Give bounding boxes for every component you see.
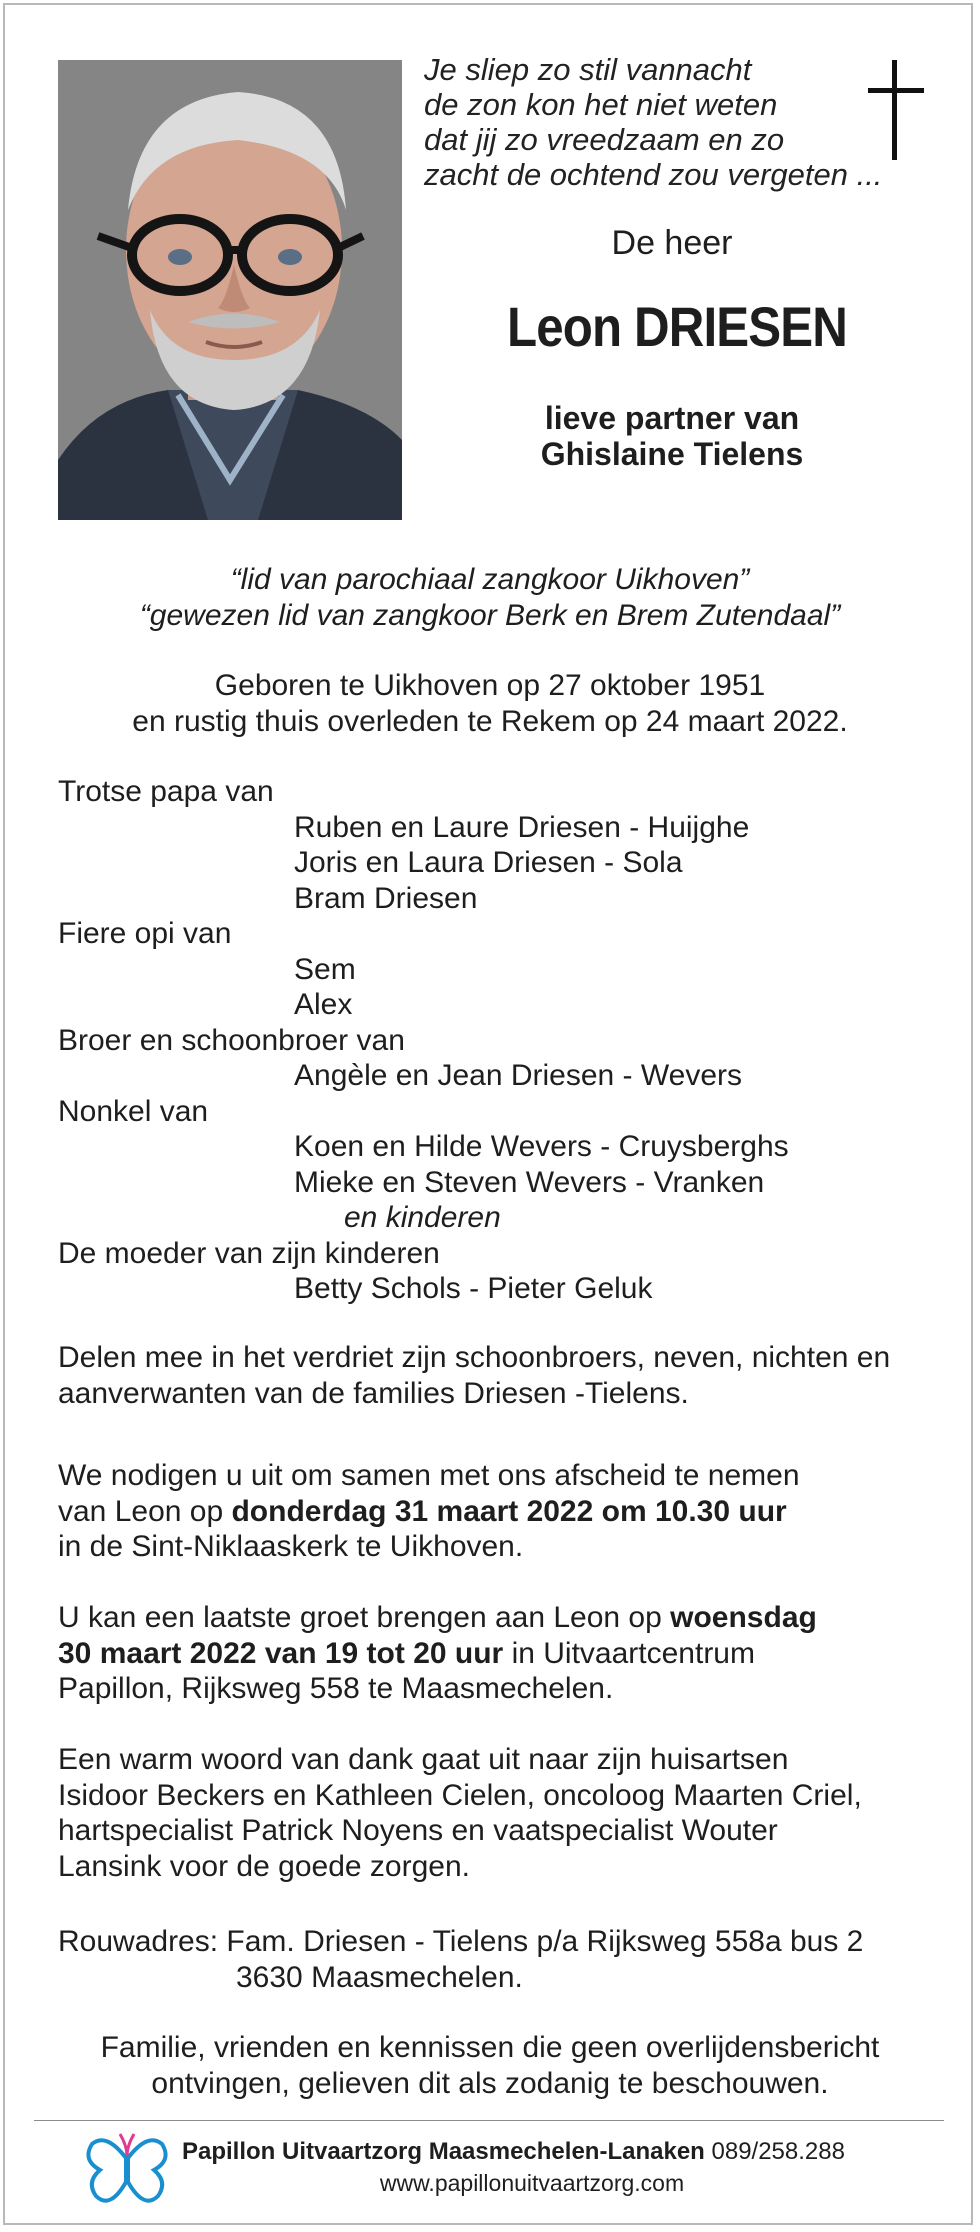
visit-line <box>58 1600 817 1636</box>
footnote-line: Familie, vrienden en kennissen die geen overlijdensbericht <box>100 2031 880 2064</box>
footnote-line: ontvingen, gelieven dit als zodanig te beschouwen. <box>151 2067 829 2100</box>
poem <box>424 52 882 192</box>
born-line: Geboren te Uikhoven op 27 oktober 1951 <box>214 669 766 702</box>
family-relation-heading: Trotse papa van <box>58 775 274 808</box>
funeral-home-phone[interactable]: 089/258.288 <box>711 2138 845 2165</box>
partner-text <box>432 400 912 472</box>
family-relation-heading: Nonkel van <box>58 1094 209 1128</box>
thanks-line: Lansink voor de goede zorgen. <box>58 1849 470 1883</box>
family-member: Joris en Laura Driesen - Sola <box>294 846 683 879</box>
funeral-home-line <box>182 2138 845 2166</box>
birth-death-info <box>0 668 980 740</box>
visit-text: U kan een laatste groet brengen aan Leon op <box>58 1601 671 1634</box>
visit-day: woensdag <box>670 1601 817 1634</box>
poem-line: de zon kon het niet weten <box>424 87 778 122</box>
poem-line: dat jij zo vreedzaam en zo <box>424 122 785 157</box>
visit-date: 30 maart 2022 van 19 tot 20 uur <box>58 1636 504 1670</box>
footer-divider <box>34 2120 944 2121</box>
honorific: De heer <box>611 224 733 262</box>
family-relation-heading: Fiere opi van <box>58 917 232 950</box>
partner-line: Ghislaine Tielens <box>540 436 804 472</box>
family-member: Betty Schols - Pieter Geluk <box>294 1272 653 1305</box>
family-relation-heading: Broer en schoonbroer van <box>58 1023 405 1057</box>
address-line: 3630 Maasmechelen. <box>236 1960 523 1994</box>
deceased-name: Leon DRIESEN <box>507 295 847 358</box>
funeral-line <box>58 1494 800 1530</box>
funeral-line: in de Sint-Niklaaskerk te Uikhoven. <box>58 1530 524 1563</box>
sharing-paragraph <box>58 1340 890 1411</box>
notice-footnote <box>0 2030 980 2102</box>
mourning-address <box>58 1924 863 1995</box>
thanks-line: Isidoor Beckers en Kathleen Cielen, oncoloog Maarten Criel, <box>58 1778 862 1812</box>
funeral-home-website[interactable]: www.papillonuitvaartzorg.com <box>379 2170 685 2196</box>
portrait-illustration <box>58 60 402 520</box>
sharing-line: Delen mee in het verdriet zijn schoonbroers, neven, nichten en <box>58 1341 891 1374</box>
poem-line: Je sliep zo stil vannacht <box>424 52 752 87</box>
family-member: Mieke en Steven Wevers - Vranken <box>294 1165 765 1199</box>
funeral-home-name: Papillon Uitvaartzorg Maasmechelen-Lanaken <box>182 2138 705 2165</box>
visit-text: in Uitvaartcentrum <box>503 1636 755 1670</box>
partner-line: lieve partner van <box>544 400 800 436</box>
family-member: Koen en Hilde Wevers - Cruysberghs <box>294 1130 789 1163</box>
quote-line: “lid van parochiaal zangkoor Uikhoven” <box>230 563 750 596</box>
family-relation-heading: De moeder van zijn kinderen <box>58 1236 440 1270</box>
funeral-paragraph <box>58 1458 800 1565</box>
visit-line <box>58 1636 817 1672</box>
family-member: Sem <box>294 952 356 986</box>
family-member: Ruben en Laure Driesen - Huijghe <box>294 810 750 844</box>
family-member: Alex <box>294 988 353 1021</box>
family-member: Bram Driesen <box>294 881 478 915</box>
thanks-line: hartspecialist Patrick Noyens en vaatspecialist Wouter <box>58 1814 778 1847</box>
address-line: Rouwadres: Fam. Driesen - Tielens p/a Rijksweg 558a bus 2 <box>58 1925 864 1958</box>
choir-quotes <box>0 562 980 634</box>
born-line: en rustig thuis overleden te Rekem op 24 maart 2022. <box>132 705 848 738</box>
cross-icon <box>868 60 924 160</box>
funeral-line: We nodigen u uit om samen met ons afscheid te nemen <box>58 1459 800 1492</box>
poem-line: zacht de ochtend zou vergeten ... <box>424 157 883 192</box>
quote-line: “gewezen lid van zangkoor Berk en Brem Zutendaal” <box>139 599 841 632</box>
visit-paragraph <box>58 1600 817 1707</box>
sharing-line: aanverwanten van de families Driesen -Tielens. <box>58 1376 689 1410</box>
thanks-line: Een warm woord van dank gaat uit naar zijn huisartsen <box>58 1743 789 1776</box>
thanks-paragraph <box>58 1742 862 1884</box>
portrait-photo <box>58 60 402 520</box>
visit-line: Papillon, Rijksweg 558 te Maasmechelen. <box>58 1672 614 1705</box>
funeral-date: donderdag 31 maart 2022 om 10.30 uur <box>231 1494 787 1528</box>
family-member: en kinderen <box>344 1201 501 1234</box>
funeral-text: van Leon op <box>58 1494 232 1528</box>
family-list <box>58 774 789 1307</box>
family-member: Angèle en Jean Driesen - Wevers <box>294 1059 743 1092</box>
